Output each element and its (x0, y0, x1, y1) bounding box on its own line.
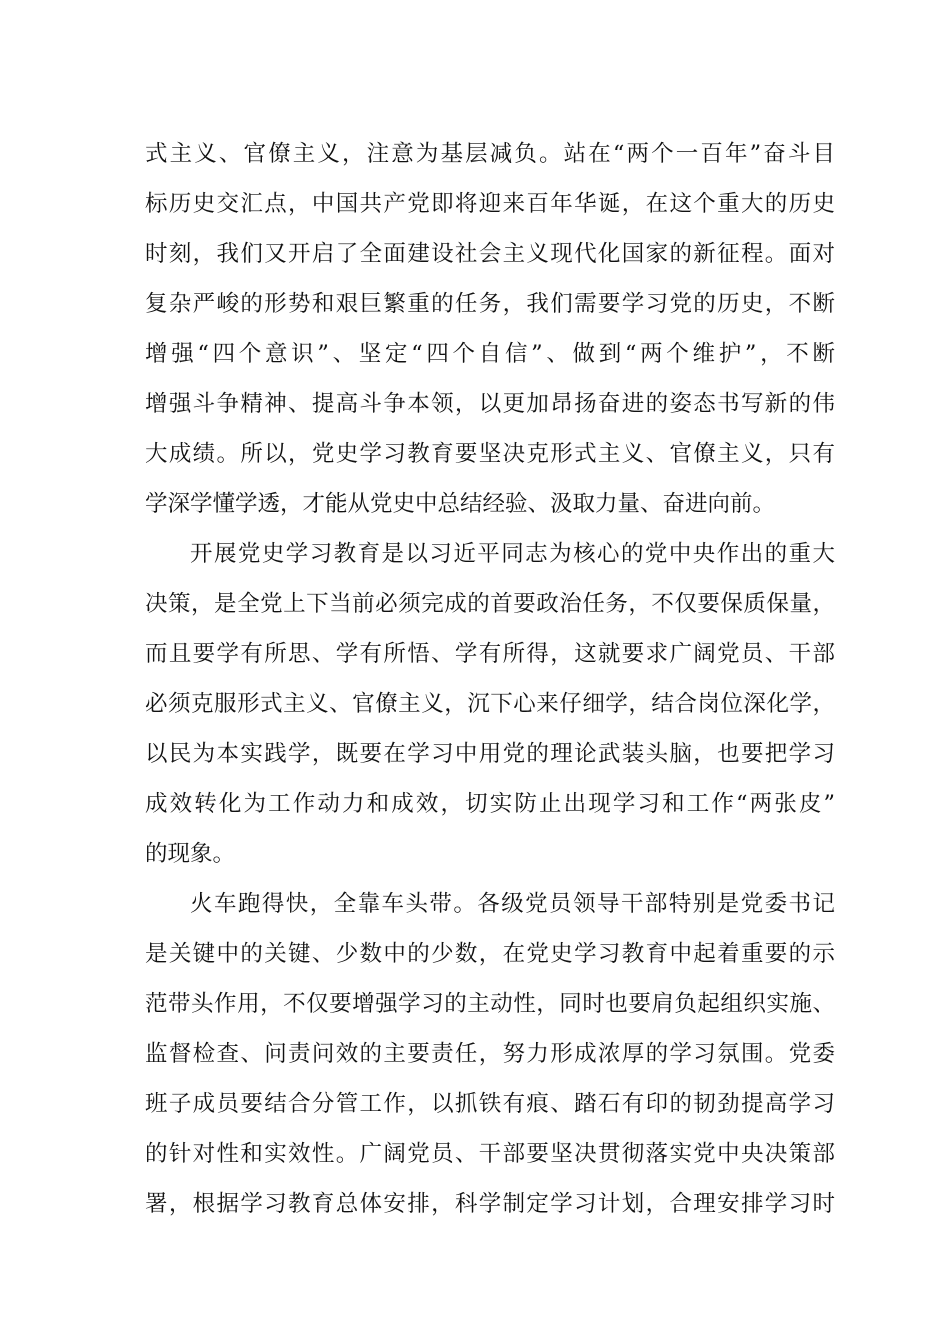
text-line: 标历史交汇点，中国共产党即将迎来百年华诞，在这个重大的历史 (145, 191, 835, 217)
text-line: 的现象。 (145, 841, 236, 867)
text-line: 的针对性和实效性。广阔党员、干部要坚决贯彻落实党中央决策部 (145, 1141, 835, 1167)
paragraph-1 (145, 129, 835, 529)
text-line: 时刻，我们又开启了全面建设社会主义现代化国家的新征程。面对 (145, 241, 835, 267)
text-line: 必须克服形式主义、官僚主义，沉下心来仔细学，结合岗位深化学， (145, 691, 835, 717)
document-body (145, 129, 835, 1229)
text-line: 决策，是全党上下当前必须完成的首要政治任务，不仅要保质保量， (145, 591, 835, 617)
text-line: 范带头作用，不仅要增强学习的主动性，同时也要肩负起组织实施、 (145, 991, 835, 1017)
paragraph-2 (145, 529, 835, 879)
text-line: 复杂严峻的形势和艰巨繁重的任务，我们需要学习党的历史，不断 (145, 291, 835, 317)
text-line: 以民为本实践学，既要在学习中用党的理论武装头脑，也要把学习 (145, 741, 835, 767)
text-line: 增强“四个意识”、坚定“四个自信”、做到“两个维护”，不断 (145, 341, 835, 367)
text-line: 监督检查、问责问效的主要责任，努力形成浓厚的学习氛围。党委 (145, 1041, 835, 1067)
text-line: 班子成员要结合分管工作，以抓铁有痕、踏石有印的韧劲提高学习 (145, 1091, 835, 1117)
text-line: 成效转化为工作动力和成效，切实防止出现学习和工作“两张皮” (145, 791, 835, 817)
text-line: 是关键中的关键、少数中的少数，在党史学习教育中起着重要的示 (145, 941, 835, 967)
text-line: 署，根据学习教育总体安排，科学制定学习计划，合理安排学习时 (145, 1191, 835, 1217)
paragraph-3 (145, 879, 835, 1229)
text-line: 开展党史学习教育是以习近平同志为核心的党中央作出的重大 (190, 541, 835, 567)
text-line: 式主义、官僚主义，注意为基层减负。站在“两个一百年”奋斗目 (145, 141, 835, 167)
text-line: 大成绩。所以，党史学习教育要坚决克形式主义、官僚主义，只有 (145, 441, 835, 467)
text-line: 火车跑得快，全靠车头带。各级党员领导干部特别是党委书记 (190, 891, 835, 917)
text-line: 学深学懂学透，才能从党史中总结经验、汲取力量、奋进向前。 (145, 491, 776, 517)
text-line: 而且要学有所思、学有所悟、学有所得，这就要求广阔党员、干部 (145, 641, 835, 667)
text-line: 增强斗争精神、提高斗争本领，以更加昂扬奋进的姿态书写新的伟 (145, 391, 835, 417)
